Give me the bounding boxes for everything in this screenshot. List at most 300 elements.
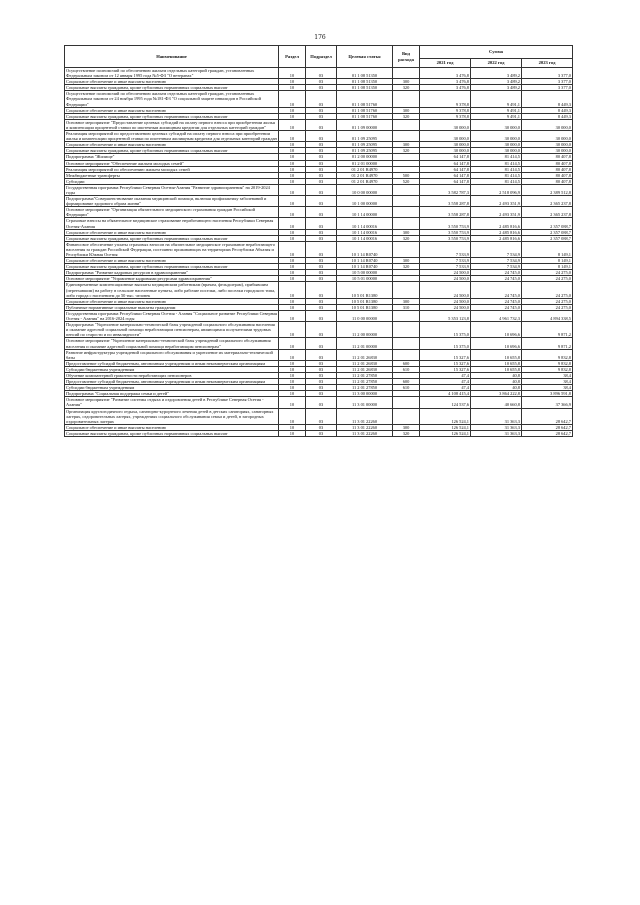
row-razdel-cell: 10 [279,430,306,436]
row-2021-cell: 7 533,9 [420,264,471,270]
table-row [65,310,573,321]
row-2021-cell: 124 537,6 [420,397,471,408]
table-row [65,218,573,229]
row-tselevaya-cell: 01 1 08 51760 [337,113,393,119]
row-2022-cell: 30 000,0 [471,142,522,148]
row-razdel-cell: 10 [279,218,306,229]
row-razdel-cell: 10 [279,107,306,113]
row-razdel-cell: 10 [279,322,306,338]
row-name-cell: Государственная программа Республики Северная Осетия-Алания "Развитие здравоохранения" на 2019-2024 годы [65,184,279,195]
row-podrazdel-cell: 03 [306,258,337,264]
row-2021-cell: 15 375,0 [420,338,471,349]
row-tselevaya-cell: 11 2 00 00000 [337,322,393,338]
table-row [65,119,573,130]
row-2023-cell: 30 000,0 [522,148,573,154]
row-2021-cell: 4 108 415,4 [420,391,471,397]
row-razdel-cell: 10 [279,349,306,360]
table-body [65,68,573,437]
row-podrazdel-cell: 03 [306,166,337,172]
row-name-cell: Подпрограмма "Жилище" [65,154,279,160]
row-2021-cell: 30 000,0 [420,131,471,142]
row-vid-cell [393,338,420,349]
row-name-cell: Социальное обеспечение и иные выплаты населению [65,142,279,148]
row-podrazdel-cell: 03 [306,304,337,310]
row-2021-cell: 3 558 287,8 [420,196,471,207]
row-podrazdel-cell: 03 [306,310,337,321]
row-razdel-cell: 10 [279,270,306,276]
row-razdel-cell: 10 [279,160,306,166]
row-vid-cell: 520 [393,178,420,184]
row-2023-cell: 4 894 338,5 [522,310,573,321]
row-vid-cell: 320 [393,430,420,436]
row-2022-cell: 3 489,2 [471,68,522,79]
header-podrazdel: Подраздел [306,46,337,68]
row-2022-cell: 81 414,5 [471,154,522,160]
row-2022-cell: 2 518 096,9 [471,184,522,195]
row-2021-cell: 24 500,0 [420,298,471,304]
row-2023-cell: 80 407,8 [522,160,573,166]
row-podrazdel-cell: 03 [306,196,337,207]
row-name-cell: Реализация мероприятий по обеспечению жильем молодых семей [65,166,279,172]
row-name-cell: Субсидии бюджетным учреждениям [65,385,279,391]
row-tselevaya-cell: 10 5 01 R1380 [337,282,393,298]
row-podrazdel-cell: 03 [306,338,337,349]
row-razdel-cell: 10 [279,68,306,79]
row-2021-cell: 3 582 787,3 [420,184,471,195]
row-razdel-cell: 10 [279,298,306,304]
row-2022-cell: 10 655,8 [471,366,522,372]
row-podrazdel-cell: 03 [306,160,337,166]
row-2023-cell: 8 449,3 [522,107,573,113]
row-tselevaya-cell: 11 3 01 22260 [337,424,393,430]
row-razdel-cell: 10 [279,276,306,282]
row-2021-cell: 126 524,1 [420,430,471,436]
row-podrazdel-cell: 03 [306,408,337,424]
row-vid-cell: 610 [393,366,420,372]
row-name-cell: Реализация мероприятий по предоставлению целевых субсидий на оплату первого взноса при приобретении жилья и компенсации процентной ставки по ипотечным жилищным кредитам для отдельных категорий граждан [66,131,277,142]
row-2023-cell: 8 149,1 [522,258,573,264]
row-2022-cell: 24 745,0 [471,298,522,304]
row-name-cell: Социальное обеспечение и иные выплаты населению [65,258,279,264]
row-name-cell: Социальные выплаты гражданам, кроме публичных нормативных социальных выплат [65,148,279,154]
row-name-cell: Социальное обеспечение и иные выплаты населению [65,107,279,113]
row-2022-cell: 24 745,0 [471,282,522,298]
row-tselevaya-cell: 10 1 14 R0740 [337,241,393,257]
row-tselevaya-cell: 10 5 00 00000 [337,270,393,276]
row-podrazdel-cell: 03 [306,142,337,148]
row-tselevaya-cell: 11 0 00 00000 [337,310,393,321]
row-vid-cell: 320 [393,85,420,91]
row-tselevaya-cell: 01 2 00 00000 [337,154,393,160]
row-name-cell: Осуществление полномочий по обеспечению жильем отдельных категорий граждан, установленных Федеральным законом от 24 ноября 1995 года №181-ФЗ "О социальной защите инвалидов в Российской Федерации" [65,91,279,107]
row-tselevaya-cell: 10 1 14 00000 [337,207,393,218]
row-vid-cell: 300 [393,424,420,430]
row-2023-cell: 9 832,8 [522,360,573,366]
row-name-cell: Основное мероприятие "Организация обязательного медицинского страхования граждан Российской Федерации" [65,207,279,218]
row-podrazdel-cell: 03 [306,85,337,91]
header-razdel: Раздел [279,46,306,68]
row-razdel-cell: 10 [279,207,306,218]
row-vid-cell [393,196,420,207]
row-2021-cell: 7 533,9 [420,241,471,257]
row-podrazdel-cell: 03 [306,366,337,372]
row-podrazdel-cell: 03 [306,270,337,276]
row-2023-cell: 3 377,0 [522,68,573,79]
row-name-cell: Социальные выплаты гражданам, кроме публичных нормативных социальных выплат [65,113,279,119]
table-row [65,430,573,436]
row-2021-cell: 24 500,0 [420,282,471,298]
row-name-cell: Финансовое обеспечение уплаты страховых взносов на обязательное медицинское страхование неработающего населения за граждан Российской Федерации, постоянно проживающих на территориях Республики Абхазия и Республики Южная Осетия [65,241,279,257]
row-razdel-cell: 10 [279,148,306,154]
row-tselevaya-cell: 11 3 01 00000 [337,397,393,408]
row-2022-cell: 2 485 816,6 [471,235,522,241]
row-2022-cell: 24 745,0 [471,270,522,276]
row-2023-cell: 28 642,7 [522,408,573,424]
row-2021-cell: 64 147,8 [420,160,471,166]
table-row [65,91,573,107]
row-razdel-cell: 10 [279,366,306,372]
row-2023-cell: 30 000,0 [522,131,573,142]
row-name-cell: Осуществление полномочий по обеспечению жильем отдельных категорий граждан, установленных Федеральным законом от 12 января 1995 года №5-ФЗ "О ветеранах" [65,68,279,79]
row-vid-cell: 600 [393,379,420,385]
row-razdel-cell: 10 [279,131,306,142]
row-tselevaya-cell: 10 1 14 00016 [337,229,393,235]
budget-table [64,45,573,437]
row-2021-cell: 3 550 753,9 [420,218,471,229]
row-vid-cell: 300 [393,229,420,235]
row-vid-cell: 300 [393,142,420,148]
row-2022-cell: 3 864 222,8 [471,391,522,397]
row-vid-cell [393,218,420,229]
row-razdel-cell: 10 [279,397,306,408]
row-tselevaya-cell: 11 2 01 00000 [337,338,393,349]
row-2021-cell: 15 327,6 [420,349,471,360]
row-podrazdel-cell: 03 [306,68,337,79]
row-2021-cell: 64 147,8 [420,178,471,184]
row-razdel-cell: 10 [279,172,306,178]
row-tselevaya-cell: 11 2 01 26830 [337,366,393,372]
row-2021-cell: 3 550 753,9 [420,229,471,235]
row-tselevaya-cell: 01 1 08 51350 [337,85,393,91]
row-podrazdel-cell: 03 [306,264,337,270]
row-podrazdel-cell: 03 [306,119,337,130]
row-name-cell: Социальные выплаты гражданам, кроме публичных нормативных социальных выплат [65,85,279,91]
row-razdel-cell: 10 [279,241,306,257]
row-razdel-cell: 10 [279,154,306,160]
row-tselevaya-cell: 10 5 01 00000 [337,276,393,282]
table-row [65,282,573,298]
row-name-cell: Подпрограмма "Укрепление материально-технической базы учреждений социального обслуживания населения и оказание адресной социальной помощи неработающим пенсионерам, являющимся получателями трудовых пенсий по старости и по инвалидности" [65,322,279,338]
row-2022-cell: 3 489,2 [471,85,522,91]
row-tselevaya-cell: 01 1 09 00000 [337,119,393,130]
row-2023-cell: 80 407,8 [522,166,573,172]
row-tselevaya-cell: 11 2 01 26830 [337,360,393,366]
row-vid-cell [393,68,420,79]
row-podrazdel-cell: 03 [306,360,337,366]
row-name-cell: Публичные нормативные социальные выплаты гражданам [65,304,279,310]
row-2021-cell: 3 476,8 [420,85,471,91]
row-vid-cell [393,397,420,408]
row-2022-cell: 30 000,0 [471,119,522,130]
row-2021-cell: 30 000,0 [420,119,471,130]
row-vid-cell [393,241,420,257]
row-razdel-cell: 10 [279,91,306,107]
row-2021-cell: 9 378,8 [420,107,471,113]
row-podrazdel-cell: 03 [306,229,337,235]
row-razdel-cell: 10 [279,113,306,119]
row-2022-cell: 81 414,5 [471,172,522,178]
row-2021-cell: 15 327,6 [420,360,471,366]
row-podrazdel-cell: 03 [306,107,337,113]
row-2022-cell: 7 534,9 [471,241,522,257]
row-2023-cell: 2 365 237,8 [522,196,573,207]
row-2021-cell: 24 500,0 [420,304,471,310]
row-2023-cell: 24 275,0 [522,298,573,304]
row-razdel-cell: 10 [279,229,306,235]
row-razdel-cell: 10 [279,184,306,195]
row-2022-cell: 10 696,6 [471,322,522,338]
row-razdel-cell: 10 [279,372,306,378]
table-row [65,338,573,349]
row-razdel-cell: 10 [279,304,306,310]
row-podrazdel-cell: 03 [306,349,337,360]
row-podrazdel-cell: 03 [306,113,337,119]
row-tselevaya-cell: 10 1 00 00000 [337,196,393,207]
row-podrazdel-cell: 03 [306,379,337,385]
row-2022-cell: 7 534,9 [471,264,522,270]
row-tselevaya-cell: 01 2 01 R4970 [337,166,393,172]
header-2021: 2021 год [420,59,471,68]
row-tselevaya-cell: 01 2 01 R4970 [337,172,393,178]
row-name-cell: Основное мероприятие "Укрепление материально-технической базы учреждений социального обслуживания населения и оказание адресной социальной помощи неработающим пенсионерам" [65,338,279,349]
row-2021-cell: 126 524,1 [420,408,471,424]
row-2021-cell: 30 000,0 [420,148,471,154]
row-2021-cell: 64 147,8 [420,166,471,172]
table-row [65,131,573,142]
row-2021-cell: 3 558 287,8 [420,207,471,218]
row-podrazdel-cell: 03 [306,131,337,142]
row-tselevaya-cell: 11 3 01 22260 [337,408,393,424]
row-name-cell: Социальное обеспечение и иные выплаты населению [65,424,279,430]
row-tselevaya-cell: 01 1 09 25095 [337,142,393,148]
row-tselevaya-cell: 01 1 08 51760 [337,107,393,113]
row-razdel-cell: 10 [279,178,306,184]
row-podrazdel-cell: 03 [306,184,337,195]
row-vid-cell: 600 [393,360,420,366]
row-podrazdel-cell: 03 [306,298,337,304]
row-2023-cell: 38,4 [522,379,573,385]
row-2021-cell: 3 550 753,9 [420,235,471,241]
row-name-cell: Основное мероприятие "Управление кадровыми ресурсами здравоохранения" [65,276,279,282]
row-2023-cell: 8 149,1 [522,241,573,257]
row-vid-cell [393,184,420,195]
row-podrazdel-cell: 03 [306,91,337,107]
header-summa: Сумма [420,46,573,59]
row-tselevaya-cell: 01 2 01 R4970 [337,178,393,184]
row-vid-cell [393,408,420,424]
row-2022-cell: 31 363,3 [471,408,522,424]
row-2023-cell: 37 366,9 [522,397,573,408]
row-name-cell: Развитие инфраструктуры учреждений социального обслуживания и укрепление их материально-технической базы [65,349,279,360]
row-2021-cell: 7 533,9 [420,258,471,264]
row-2022-cell: 2 493 351,9 [471,196,522,207]
row-2022-cell: 2 485 816,6 [471,218,522,229]
row-razdel-cell: 10 [279,310,306,321]
table-row [65,349,573,360]
row-tselevaya-cell: 10 0 00 00000 [337,184,393,195]
row-vid-cell: 610 [393,385,420,391]
row-2021-cell: 47,4 [420,385,471,391]
row-podrazdel-cell: 03 [306,282,337,298]
table-row [65,397,573,408]
row-podrazdel-cell: 03 [306,235,337,241]
row-name-cell: Предоставление субсидий бюджетным, автономным учреждениям и иным некоммерческим организациям [65,360,279,366]
row-tselevaya-cell: 10 1 14 R0740 [337,264,393,270]
row-2023-cell: 38,4 [522,372,573,378]
row-2021-cell: 15 375,0 [420,322,471,338]
row-razdel-cell: 10 [279,85,306,91]
row-podrazdel-cell: 03 [306,430,337,436]
row-2022-cell: 31 363,3 [471,424,522,430]
row-podrazdel-cell: 03 [306,372,337,378]
row-vid-cell: 300 [393,258,420,264]
row-2023-cell: 2 389 512,8 [522,184,573,195]
row-name-cell: Подпрограмма "Социальная поддержка семьи и детей" [65,391,279,397]
row-2021-cell: 3 476,8 [420,68,471,79]
row-razdel-cell: 10 [279,235,306,241]
row-vid-cell [393,119,420,130]
row-2021-cell: 24 500,0 [420,276,471,282]
row-tselevaya-cell: 10 1 14 00016 [337,218,393,229]
table-row [65,241,573,257]
row-tselevaya-cell: 01 1 08 51350 [337,68,393,79]
row-2022-cell: 40,8 [471,372,522,378]
row-2022-cell: 4 961 732,3 [471,310,522,321]
row-vid-cell [393,131,420,142]
row-2023-cell: 2 357 088,7 [522,235,573,241]
row-name-cell: Государственная программа Республики Северная Осетия - Алания "Социальное развитие Республики Северная Осетия - Алания" на 2016-2024 годы [66,310,278,322]
row-name-cell: Предоставление субсидий бюджетным, автономным учреждениям и иным некоммерческим организациям [65,379,279,385]
row-name-cell: Основное мероприятие "Развитие системы отдыха и оздоровления детей в Республике Северная Осетия - Алания" [65,397,279,408]
row-podrazdel-cell: 03 [306,276,337,282]
row-2022-cell: 2 485 816,6 [471,229,522,235]
row-tselevaya-cell: 11 2 01 27850 [337,379,393,385]
row-podrazdel-cell: 03 [306,178,337,184]
row-2023-cell: 28 642,7 [522,424,573,430]
row-tselevaya-cell: 01 1 08 51760 [337,91,393,107]
row-podrazdel-cell: 03 [306,391,337,397]
row-2022-cell: 10 655,8 [471,349,522,360]
row-name-cell: Социальное обеспечение и иные выплаты населению [65,229,279,235]
row-razdel-cell: 10 [279,258,306,264]
row-podrazdel-cell: 03 [306,385,337,391]
row-2023-cell: 8 149,1 [522,264,573,270]
row-name-cell: Основное мероприятие "Обеспечение жильем молодых семей" [65,160,279,166]
row-2022-cell: 2 493 351,9 [471,207,522,218]
row-tselevaya-cell: 01 1 09 25095 [337,131,393,142]
row-razdel-cell: 10 [279,391,306,397]
row-podrazdel-cell: 03 [306,322,337,338]
table-row [65,322,573,338]
row-2021-cell: 64 147,8 [420,154,471,160]
row-vid-cell [393,282,420,298]
row-2023-cell: 8 449,3 [522,113,573,119]
row-razdel-cell: 10 [279,282,306,298]
row-2023-cell: 9 832,8 [522,349,573,360]
row-tselevaya-cell: 01 1 08 51350 [337,79,393,85]
row-2022-cell: 81 414,5 [471,166,522,172]
row-tselevaya-cell: 11 2 01 27850 [337,372,393,378]
row-2023-cell: 8 449,3 [522,91,573,107]
row-2021-cell: 47,4 [420,379,471,385]
row-2022-cell: 30 000,0 [471,131,522,142]
page-number: 176 [314,34,326,41]
header-tselevaya: Целевая статья [337,46,393,68]
row-2023-cell: 2 357 088,7 [522,229,573,235]
row-2021-cell: 9 378,8 [420,91,471,107]
row-2023-cell: 28 642,7 [522,430,573,436]
row-razdel-cell: 10 [279,166,306,172]
row-name-cell: Основное мероприятие "Предоставление целевых субсидий на оплату первого взноса при приобретении жилья и компенсации процентной ставки по ипотечным жилищным кредитам для отдельных категорий граждан" [65,119,279,130]
row-2022-cell: 10 696,6 [471,338,522,349]
row-2023-cell: 9 871,2 [522,338,573,349]
row-vid-cell: 320 [393,235,420,241]
row-podrazdel-cell: 03 [306,397,337,408]
row-2023-cell: 3 377,0 [522,85,573,91]
row-2021-cell: 24 500,0 [420,270,471,276]
row-2023-cell: 2 357 088,7 [522,218,573,229]
row-2023-cell: 2 365 237,8 [522,207,573,218]
row-vid-cell [393,322,420,338]
row-2023-cell: 30 000,0 [522,142,573,148]
row-2022-cell: 24 745,0 [471,276,522,282]
row-2022-cell: 24 745,0 [471,304,522,310]
row-2021-cell: 126 524,1 [420,424,471,430]
row-2023-cell: 3 896 591,8 [522,391,573,397]
row-2022-cell: 81 414,5 [471,178,522,184]
row-2023-cell: 80 407,8 [522,178,573,184]
row-podrazdel-cell: 03 [306,172,337,178]
row-2023-cell: 3 377,0 [522,79,573,85]
row-2022-cell: 10 655,8 [471,360,522,366]
row-name-cell: Обучение компьютерной грамотности неработающих пенсионеров [65,372,279,378]
row-podrazdel-cell: 03 [306,207,337,218]
row-podrazdel-cell: 03 [306,154,337,160]
row-tselevaya-cell: 10 1 14 R0740 [337,258,393,264]
row-tselevaya-cell: 11 3 00 00000 [337,391,393,397]
row-2023-cell: 38,4 [522,385,573,391]
row-podrazdel-cell: 03 [306,79,337,85]
row-razdel-cell: 10 [279,379,306,385]
row-name-cell: Субсидии [65,178,279,184]
row-name-cell: Организация круглогодичного отдыха, санаторно-курортного лечения детей в детских санаториях, санаторных лагерях, оздоровительных лагерях, учреждениях социального обслуживания семьи и детей, в загородных оздоровительных лагерях [65,408,279,424]
row-tselevaya-cell: 10 5 01 R1380 [337,298,393,304]
row-2023-cell: 24 275,0 [522,270,573,276]
row-2021-cell: 47,4 [420,372,471,378]
row-2023-cell: 9 832,8 [522,366,573,372]
row-2021-cell: 15 327,6 [420,366,471,372]
row-2021-cell: 3 476,8 [420,79,471,85]
header-vid: Вид расхода [393,46,420,68]
row-2022-cell: 7 534,9 [471,258,522,264]
row-2023-cell: 24 275,0 [522,276,573,282]
row-vid-cell [393,91,420,107]
row-razdel-cell: 10 [279,360,306,366]
row-name-cell: Подпрограмма"Совершенствование оказания медицинской помощи, включая профилактику заболеваний и формирование здорового образа жизни" [65,196,279,207]
row-vid-cell: 300 [393,107,420,113]
row-tselevaya-cell: 01 1 09 25095 [337,148,393,154]
row-name-cell: Социальное обеспечение и иные выплаты населению [65,79,279,85]
